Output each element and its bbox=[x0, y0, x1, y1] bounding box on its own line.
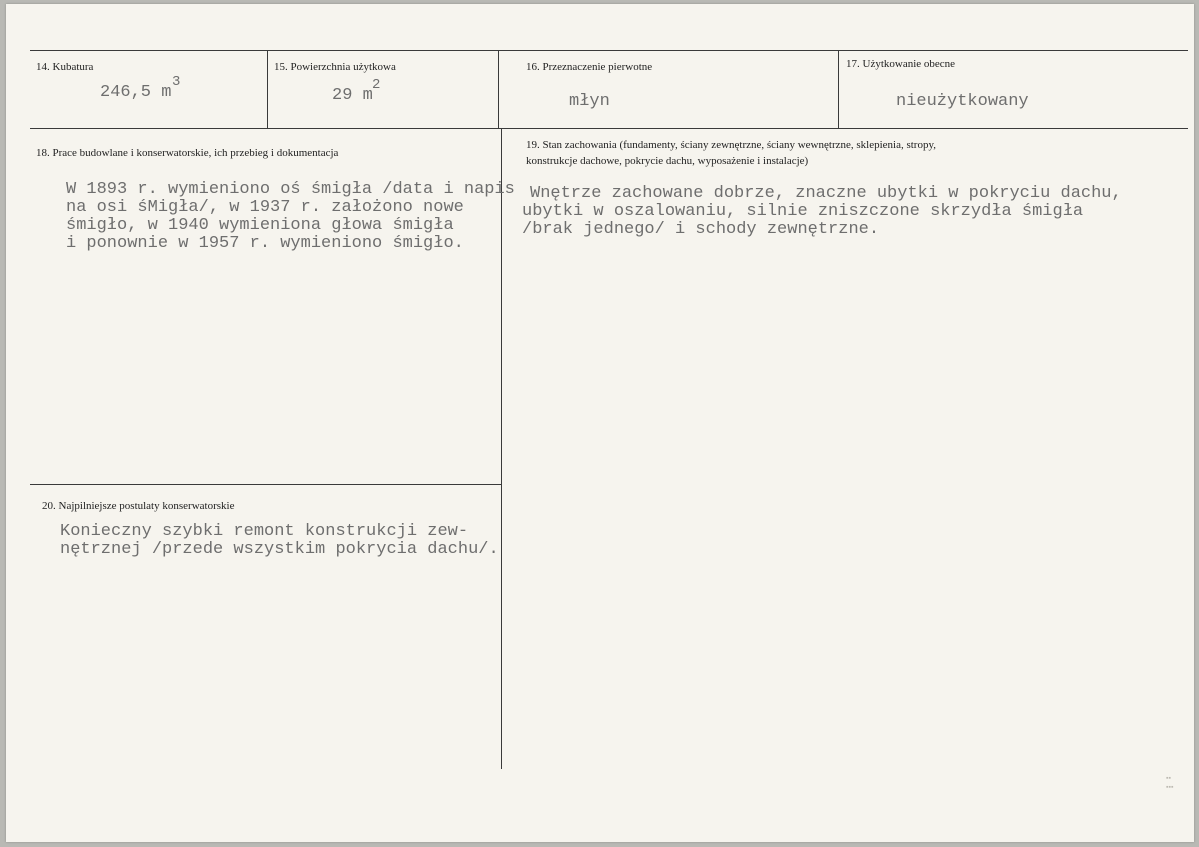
rule-above-postulaty bbox=[30, 484, 501, 485]
kubatura-label: 14. Kubatura bbox=[36, 61, 94, 73]
postulaty-line-2: nętrznej /przede wszystkim pokrycia dachu/. bbox=[60, 540, 499, 559]
stan-line-2: ubytki w oszalowaniu, silnie zniszczone skrzydła śmigła bbox=[522, 202, 1084, 221]
stan-label-line-2: konstrukcje dachowe, pokrycie dachu, wyposażenie i instalacje) bbox=[526, 155, 809, 167]
uzytkowanie-value: nieużytkowany bbox=[896, 92, 1029, 111]
uzytkowanie-label: 17. Użytkowanie obecne bbox=[846, 58, 956, 70]
prace-label: 18. Prace budowlane i konserwatorskie, ich przebieg i dokumentacja bbox=[36, 147, 339, 159]
prace-line-4: i ponownie w 1957 r. wymieniono śmigło. bbox=[66, 234, 464, 253]
powierzchnia-exponent: 2 bbox=[372, 77, 381, 93]
przeznaczenie-label: 16. Przeznaczenie pierwotne bbox=[526, 61, 653, 73]
powierzchnia-value: 29 m bbox=[332, 86, 373, 105]
kubatura-exponent: 3 bbox=[172, 74, 181, 90]
divider-16-17 bbox=[838, 51, 839, 128]
stan-line-1: Wnętrze zachowane dobrze, znaczne ubytki w pokryciu dachu, bbox=[530, 184, 1122, 203]
postulaty-label: 20. Najpilniejsze postulaty konserwatorskie bbox=[42, 500, 235, 512]
postulaty-line-1: Konieczny szybki remont konstrukcji zew- bbox=[60, 522, 469, 541]
prace-line-2: na osi śMigła/, w 1937 r. założono nowe bbox=[66, 198, 464, 217]
inventory-card bbox=[6, 4, 1194, 842]
divider-left-right bbox=[501, 129, 502, 769]
divider-15-16 bbox=[498, 51, 499, 128]
stan-line-3: /brak jednego/ i schody zewnętrzne. bbox=[522, 220, 880, 239]
kubatura-value: 246,5 m bbox=[100, 83, 172, 102]
printer-stamp: ▪▪ ▪▪▪ bbox=[1166, 775, 1174, 791]
top-row-rule-top bbox=[30, 50, 1188, 51]
prace-line-1: W 1893 r. wymieniono oś śmigła /data i napis bbox=[66, 180, 515, 199]
powierzchnia-label: 15. Powierzchnia użytkowa bbox=[274, 61, 396, 73]
divider-14-15 bbox=[267, 51, 268, 128]
prace-line-3: śmigło, w 1940 wymieniona głowa śmigła bbox=[66, 216, 454, 235]
stan-label-line-1: 19. Stan zachowania (fundamenty, ściany zewnętrzne, ściany wewnętrzne, sklepienia, stropy, bbox=[526, 139, 937, 151]
przeznaczenie-value: młyn bbox=[569, 92, 610, 111]
top-row-rule-bottom bbox=[30, 128, 1188, 129]
